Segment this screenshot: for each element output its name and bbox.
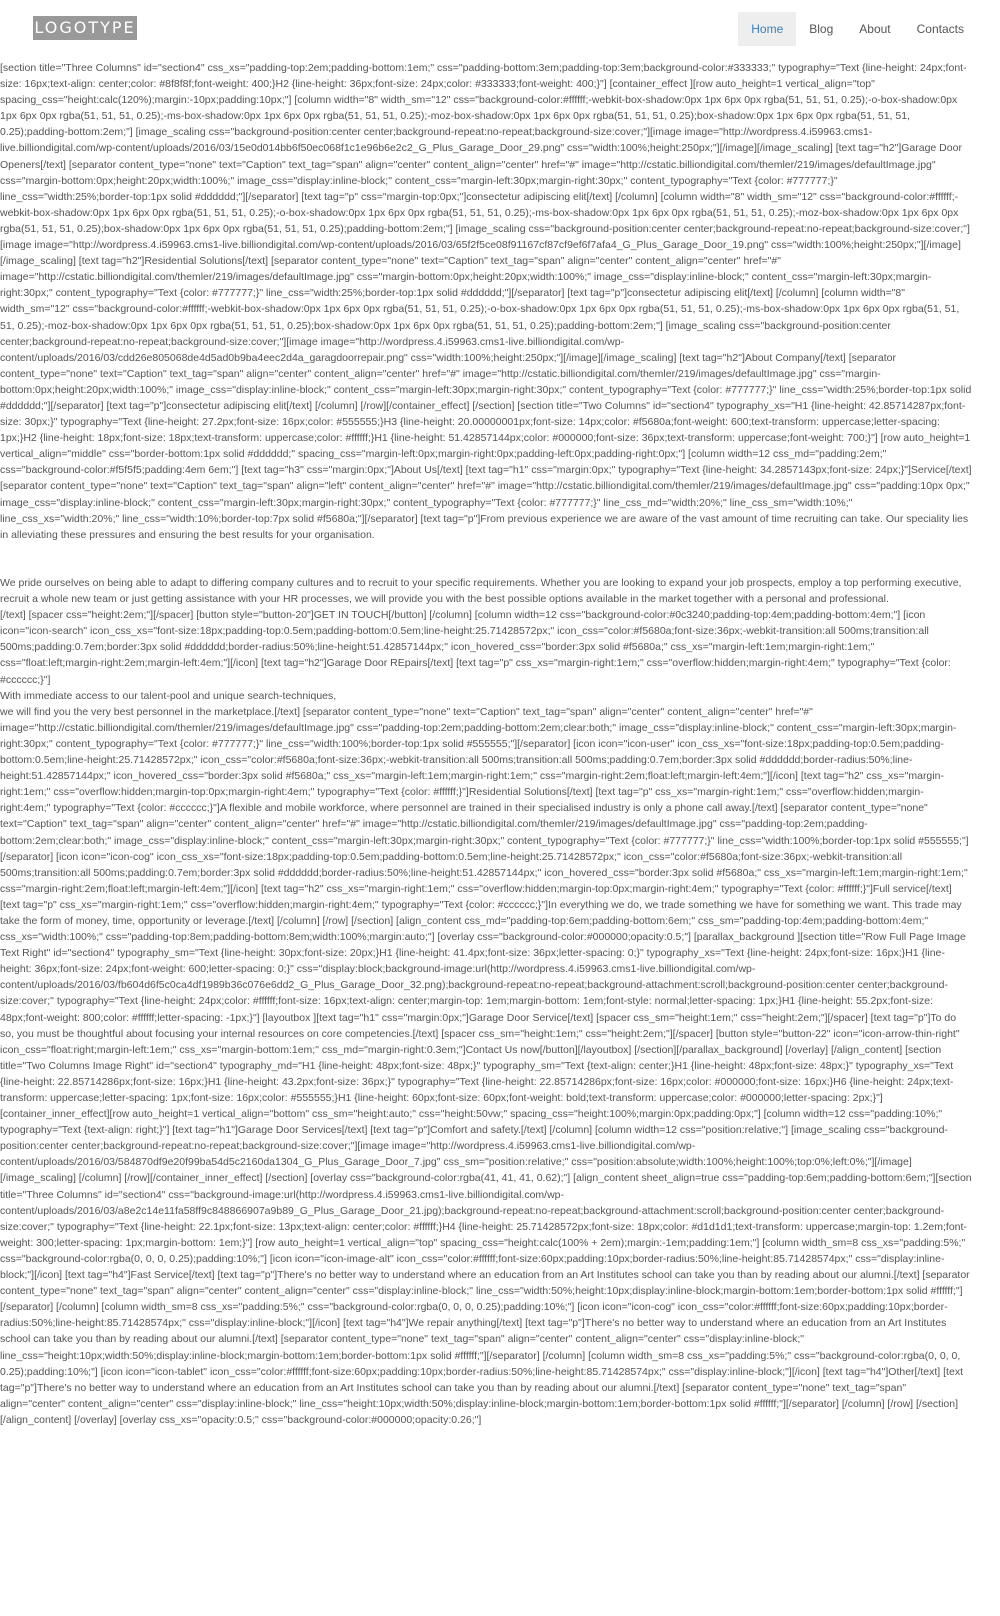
raw-shortcode-content: [section title="Three Columns" id="section4" css_xs="padding-top:2em;padding-bottom:1em;" css="padding-bottom:3em;padding-top:3em;background-color:#333333;" typography="Text {line-height: 24px;font-size: 16px;text-align: center;color: #8f8f8f;font-weight: 400;}H2 {line-height: 36px;font-size: 24px;color: #333333;font-weight: 400;}"] [container_effect ][row auto_height=1 vertical_align="top" spacing_css="height:calc(120%);margin:-10px;padding:10px;"] [column width="8" width_sm="12" css="background-color:#ffffff;-webkit-box-shadow:0px 1px 6px 0px rgba(51, 51, 51, 0.25);-o-box-shadow:0px 1px 6px 0px rgba(51, 51, 51, 0.25);-ms-box-shadow:0px 1px 6px 0px rgba(51, 51, 51, 0.25);-moz-box-shadow:0px 1px 6px 0px rgba(51, 51, 51, 0.25);box-shadow:0px 1px 6px 0px rgba(51, 51, 51, 0.25);padding-bottom:2em;"] [image_scaling css="background-position:center center;background-repeat:no-repeat;background-size:cover;"][image image="http://wordpress.4.i59963.cms1-live.billiondigital.com/wp-content/uploads/2016/03/15e0d014bb6f50ec068f1c1e96b6e2c2_G_Plus_Garage_Door_29.png" css="width:100%;height:250px;"][/image][/image_scaling] [text tag="h2"]Garage Door Openers[/text] [separator content_type="none" text="Caption" text_tag="span" align="center" content_align="center" href="#" image="http://cstatic.billiondigital.com/themler/219/images/defaultImage.jpg" css="margin-bottom:0px;height:20px;width:100%;" image_css="display:inline-block;" content_css="margin-left:30px;margin-right:30px;" content_typography="Text {color: #777777;}" line_css="width:25%;border-top:1px solid #dddddd;"][/separator] [text tag="p" css="margin-top:0px;"]consectetur adipiscing elit[/text] [/column] [column width="8" width_sm="12" css="background-color:#ffffff;-webkit-box-shadow:0px 1px 6px 0px rgba(51, 51, 51, 0.25);-o-box-shadow:0px 1px 6px 0px rgba(51, 51, 51, 0.25);-ms-box-shadow:0px 1px 6px 0px rgba(51, 51, 51, 0.25);-moz-box-shadow:0px 1px 6px 0px rgba(51, 51, 51, 0.25);box-shadow:0px 1px 6px 0px rgba(51, 51, 51, 0.25);padding-bottom:2em;"] [image_scaling css="background-position:center center;background-repeat:no-repeat;background-size:cover;"][image image="http://wordpress.4.i59963.cms1-live.billiondigital.com/wp-content/uploads/2016/03/65f2f5ce08f91167cf87cf9ef6f7afa4_G_Plus_Garage_Door_19.png" css="width:100%;height:250px;"][/image][/image_scaling] [text tag="h2"]Residential Solutions[/text] [separator content_type="none" text="Caption" text_tag="span" align="center" content_align="center" href="#" image="http://cstatic.billiondigital.com/themler/219/images/defaultImage.jpg" css="margin-bottom:0px;height:20px;width:100%;" image_css="display:inline-block;" content_css="margin-left:30px;margin-right:30px;" content_typography="Text {color: #777777;}" line_css="width:25%;border-top:1px solid #dddddd;"][/separator] [text tag="p"]consectetur adipiscing elit[/text] [/column] [column width="8" width_sm="12" css="background-color:#ffffff;-webkit-box-shadow:0px 1px 6px 0px rgba(51, 51, 51, 0.25);-o-box-shadow:0px 1px 6px 0px rgba(51, 51, 51, 0.25);-ms-box-shadow:0px 1px 6px 0px rgba(51, 51, 51, 0.25);-moz-box-shadow:0px 1px 6px 0px rgba(51, 51, 51, 0.25);box-shadow:0px 1px 6px 0px rgba(51, 51, 51, 0.25);padding-bottom:2em;"] [image_scaling css="background-position:center center;background-repeat:no-repeat;background-size:cover;"][image image="http://wordpress.4.i59963.cms1-live.billiondigital.com/wp-content/uploads/2016/03/cdd26e805068de4d5ad0b9ba4eec2d4a_garagdoorrepair.png" css="width:100%;height:250px;"][/image][/image_scaling] [text tag="h2"]About Company[/text] [separator content_type="none" text="Caption" text_tag="span" align="center" content_align="center" href="#" image="http://cstatic.billiondigital.com/themler/219/images/defaultImage.jpg" css="margin-bottom:0px;height:20px;width:100%;" image_css="display:inline-block;" content_css="margin-left:30px;margin-right:30px;" content_typography="Text {color: #777777;}" line_css="width:25%;border-top:1px solid #dddddd;"][/separator] [text tag="p"]consectetur adipiscing elit[/text] [/column] [/row][/container_effect] [/section] [section title="Two Columns" id="section4" typography_xs="H1 {line-height: 42.85714287px;font-size: 30px;}" typography="Text {line-height: 27.2px;font-size: 16px;color: #555555;}H3 {line-height: 20.00000001px;font-size: 14px;color: #f5680a;font-weight: 600;text-transform: uppercase;letter-spacing: 1px;}H2 {line-height: 18px;font-size: 18px;text-transform: uppercase;color: #ffffff;}H1 {line-height: 51.42857144px;color: #000000;font-size: 36px;text-transform: uppercase;font-weight: 700;}"] [row auto_height=1 vertical_align="middle" css="border-bottom:1px solid #dddddd;" spacing_css="margin-left:0px;margin-right:0px;padding-left:0px;padding-right:0px;"] [column width=12 css_md="padding:2em;" css="background-color:#f5f5f5;padding:4em 6em;"] [text tag="h3" css="margin:0px;"]About Us[/text] [text tag="h1" css="margin:0px;" typography="Text {line-height: 34.2857143px;font-size: 24px;}"]Service[/text] [separator content_type="none" text="Caption" text_tag="span" align="left" content_align="center" href="#" image="http://cstatic.billiondigital.com/themler/219/images/defaultImage.jpg" css="padding:10px 0px;" image_css="display:inline-block;" content_css="margin-left:30px;margin-right:30px;" content_typography="Text {color: #777777;}" line_css_md="width:20%;" line_css_sm="width:10%;" line_css_xs="width:20%;" line_css="width:10%;border-top:7px solid #f5680a;"][/separator] [text tag="p"]From previous experience we are aware of the vast amount of time recruiting can take. Our speciality lies in alleviating these pressures and ensuring the best results for your organisation. We pride ourselves on being able to adapt to differing company cultures and to recruit to your specific requirements. Whether you are looking to expand your job prospects, employ a top performing executive, recruit a whole new team or just getting assistance with your HR processes, we will provide you with the best possible options available in the market together with a personal and professional. [/text] [spacer css="height:2em;"][/spacer] [button style="button-20"]GET IN TOUCH[/button] [/column] [column width=12 css="background-color:#0c3240;padding-top:4em;padding-bottom:4em;"] [icon icon="icon-search" icon_css_xs="font-size:18px;padding-top:0.5em;padding-bottom:0.5em;line-height:25.71428572px;" icon_css="color:#f5680a;font-size:36px;-webkit-transition:all 500ms;transition:all 500ms;padding:0.7em;border:3px solid #dddddd;border-radius:50%;line-height:51.42857144px;" icon_hovered_css="border:3px solid #f5680a;" css_xs="margin-left:1em;margin-right:1em;" css="float:left;margin-right:2em;margin-left:4em;"][/icon] [text tag="h2"]Garage Door REpairs[/text] [text tag="p" css_xs="margin-right:1em;" css="overflow:hidden;margin-right:4em;" typography="Text {color: #cccccc;}"] With immediate access to our talent-pool and unique search-techniques, we will find you the very best personnel in the marketplace.[/text] [separator content_type="none" text="Caption" text_tag="span" align="center" content_align="center" href="#" image="http://cstatic.billiondigital.com/themler/219/images/defaultImage.jpg" css="padding-top:2em;padding-bottom:2em;clear:both;" image_css="display:inline-block;" content_css="margin-left:30px;margin-right:30px;" content_typography="Text {color: #777777;}" line_css="width:100%;border-top:1px solid #555555;"][/separator] [icon icon="icon-user" icon_css_xs="font-size:18px;padding-top:0.5em;padding-bottom:0.5em;line-height:25.71428572px;" icon_css="color:#f5680a;font-size:36px;-webkit-transition:all 500ms;transition:all 500ms;padding:0.7em;border:3px solid #dddddd;border-radius:50%;line-height:51.42857144px;" icon_hovered_css="border:3px solid #f5680a;" css_xs="margin-left:1em;margin-right:1em;" css="margin-right:2em;float:left;margin-left:4em;"][/icon] [text tag="h2" css_xs="margin-right:1em;" css="overflow:hidden;margin-top:0px;margin-right:4em;" typography="Text {color: #ffffff;}"]Residential Solutions[/text] [text tag="p" css_xs="margin-right:1em;" css="overflow:hidden;margin-right:4em;" typography="Text {color: #cccccc;}"]A flexible and mobile workforce, where personnel are trained in their specialised industry is only a phone call away.[/text] [separator content_type="none" text="Caption" text_tag="span" align="center" content_align="center" href="#" image="http://cstatic.billiondigital.com/themler/219/images/defaultImage.jpg" css="padding-top:2em;padding-bottom:2em;clear:both;" image_css="display:inline-block;" content_css="margin-left:30px;margin-right:30px;" content_typography="Text {color: #777777;}" line_css="width:100%;border-top:1px solid #555555;"][/separator] [icon icon="icon-cog" icon_css_xs="font-size:18px;padding-top:0.5em;padding-bottom:0.5em;line-height:25.71428572px;" icon_css="color:#f5680a;font-size:36px;-webkit-transition:all 500ms;transition:all 500ms;padding:0.7em;border:3px solid #dddddd;border-radius:50%;line-height:51.42857144px;" icon_hovered_css="border:3px solid #f5680a;" css_xs="margin-left:1em;margin-right:1em;" css="margin-right:2em;float:left;margin-left:4em;"][/icon] [text tag="h2" css_xs="margin-right:1em;" css="overflow:hidden;margin-top:0px;margin-right:4em;" typography="Text {color: #ffffff;}"]Full service[/text] [text tag="p" css_xs="margin-right:1em;" css="overflow:hidden;margin-right:4em;" typography="Text {color: #cccccc;}"]In everything we do, we trade something we have for something we want. This trade may take the form of money, time, opportunity or leverage.[/text] [/column] [/row] [/section] [align_content css_md="padding-top:6em;padding-bottom:6em;" css_sm="padding-top:4em;padding-bottom:4em;" css_xs="width:100%;" css="padding-top:8em;padding-bottom:8em;width:100%;margin:auto;"] [overlay css="background-color:#000000;opacity:0.5;"] [parallax_background ][section title="Row Full Page Image Text Right" id="section4" typography_sm="Text {line-height: 30px;font-size: 20px;}H1 {line-height: 41.4px;font-size: 36px;letter-spacing: 0;}" typography_xs="Text {line-height: 24px;font-size: 16px;}H1 {line-height: 36px;font-size: 24px;font-weight: 600;letter-spacing: 0;}" css="display:block;background-image:url(http://wordpress.4.i59963.cms1-live.billiondigital.com/wp-content/uploads/2016/03/fb604d6f5c0ca4df1989b36c076e6dd2_G_Plus_Garage_Door_32.png);background-repeat:no-repeat;background-attachment:scroll;background-position:center center;background-size:cover;" typography="Text {line-height: 24px;color: #ffffff;font-size: 16px;text-align: center;margin-top: 1em;margin-bottom: 1em;font-style: normal;letter-spacing: 1px;}H1 {line-height: 55.2px;font-size: 48px;font-weight: 800;color: #ffffff;letter-spacing: -1px;}"] [layoutbox ][text tag="h1" css="margin:0px;"]Garage Door Service[/text] [spacer css_sm="height:1em;" css="height:2em;"][/spacer] [text tag="p"]To do so, you must be thoughtful about focusing your internal resources on core competencies.[/text] [spacer css_sm="height:1em;" css="height:2em;"][/spacer] [button style="button-22" icon="icon-arrow-thin-right" icon_css="float:right;margin-left:1em;" css_xs="margin-bottom:1em;" css_md="margin-right:0.3em;"]Contact Us now[/button][/layoutbox] [/section][/parallax_background] [/overlay] [/align_content] [section title="Two Columns Image Right" id="section4" typography_md="H1 {line-height: 48px;font-size: 48px;}" typography_sm="Text {text-align: center;}H1 {line-height: 48px;font-size: 48px;}" typography_xs="Text {line-height: 22.85714286px;font-size: 16px;}H1 {line-height: 43.2px;font-size: 36px;}" typography="Text {line-height: 22.85714286px;font-size: 16px;color: #000000;font-size: 16px;}H6 {line-height: 24px;text-transform: uppercase;letter-spacing: 1px;font-size: 16px;color: #555555;}H1 {line-height: 60px;font-size: 60px;font-weight: bold;text-transform: uppercase;color: #000000;letter-spacing: 2px;}"] [container_inner_effect][row auto_height=1 vertical_align="bottom" css_sm="height:auto;" css="height:50vw;" spacing_css="height:100%;margin:0px;padding:0px;"] [column width=12 css="padding:10%;" typography="Text {text-align: right;}"] [text tag="h1"]Garage Door Services[/text] [text tag="p"]Comfort and safety.[/text] [/column] [column width=12 css="position:relative;"] [image_scaling css="background-position:center center;background-repeat:no-repeat;background-size:cover;"][image image="http://wordpress.4.i59963.cms1-live.billiondigital.com/wp-content/uploads/2016/03/584870df9e20f99ba54d5c2160da1304_G_Plus_Garage_Door_7.jpg" css_sm="position:relative;" css="position:absolute;width:100%;height:100%;top:0%;left:0%;"][/image][/image_scaling] [/column] [/row][/container_inner_effect] [/section] [overlay css="background-color:rgba(41, 41, 41, 0.62);"] [align_content sheet_align=true css="padding-top:6em;padding-bottom:6em;"][section title="Three Columns" id="section4" css="background-image:url(http://wordpress.4.i59963.cms1-live.billiondigital.com/wp-content/uploads/2016/03/a8e2c14e11fa58ff9c848866907a9b89_G_Plus_Garage_Door_21.jpg);background-repeat:no-repeat;background-attachment:scroll;background-position:center center;background-size:cover;" typography="Text {line-height: 22.1px;font-size: 13px;text-align: center;color: #ffffff;}H4 {line-height: 25.71428572px;font-size: 18px;color: #d1d1d1;text-transform: uppercase;margin-top: 1.2em;font-weight: 300;letter-spacing: 1px;margin-bottom: 1em;}"] [row auto_height=1 vertical_align="top" spacing_css="height:calc(100% + 2em);margin:-1em;padding:1em;"] [column width_sm=8 css_xs="padding:5%;" css="background-color:rgba(0, 0, 0, 0.25);padding:10%;"] [icon icon="icon-image-alt" icon_css="color:#ffffff;font-size:60px;padding:10px;border-radius:50%;line-height:85.71428574px;" css="display:inline-block;"][/icon] [text tag="h4"]Fast Service[/text] [text tag="p"]There's no better way to understand where an education from an Art Institutes school can take you than by reading about our alumni.[/text] [separator content_type="none" text_tag="span" align="center" content_align="center" css="display:inline-block;" line_css="width:50%;height:10px;display:inline-block;margin-bottom:1em;border-bottom:1px solid #ffffff;"][/separator] [/column] [column width_sm=8 css_xs="padding:5%;" css="background-color:rgba(0, 0, 0, 0.25);padding:10%;"] [icon icon="icon-cog" icon_css="color:#ffffff;font-size:60px;padding:10px;border-radius:50%;line-height:85.71428574px;" css="display:inline-block;"][/icon] [text tag="h4"]We repair anything[/text] [text tag="p"]There's no better way to understand where an education from an Art Institutes school can take you than by reading about our alumni.[/text] [separator content_type="none" text_tag="span" align="center" content_align="center" css="display:inline-block;" line_css="height:10px;width:50%;display:inline-block;margin-bottom:1em;border-bottom:1px solid #ffffff;"][/separator] [/column] [column width_sm=8 css_xs="padding:5%;" css="background-color:rgba(0, 0, 0, 0.25);padding:10%;"] [icon icon="icon-tablet" icon_css="color:#ffffff;font-size:60px;padding:10px;border-radius:50%;line-height:85.71428574px;" css="display:inline-block;"][/icon] [text tag="h4"]Other[/text] [text tag="p"]There's no better way to understand where an education from an Art Institutes school can take you than by reading about our alumni.[/text] [separator content_type="none" text_tag="span" align="center" content_align="center" css="display:inline-block;" line_css="height:10px;width:50%;display:inline-block;margin-bottom:1em;border-bottom:1px solid #ffffff;"][/separator] [/column] [/row] [/section][/align_content] [/overlay] [overlay css_xs="opacity:0.5;" css="background-color:#000000;opacity:0.26;"]	[0, 62, 972, 1426]
site-header	[0, 0, 1000, 60]
nav-about[interactable]: About	[859, 22, 891, 36]
nav-contacts[interactable]: Contacts	[916, 22, 964, 36]
main-nav	[738, 12, 977, 46]
logo[interactable]: LOGOTYPE	[33, 16, 137, 40]
nav-home[interactable]: Home	[738, 12, 796, 46]
nav-blog[interactable]: Blog	[809, 22, 834, 36]
